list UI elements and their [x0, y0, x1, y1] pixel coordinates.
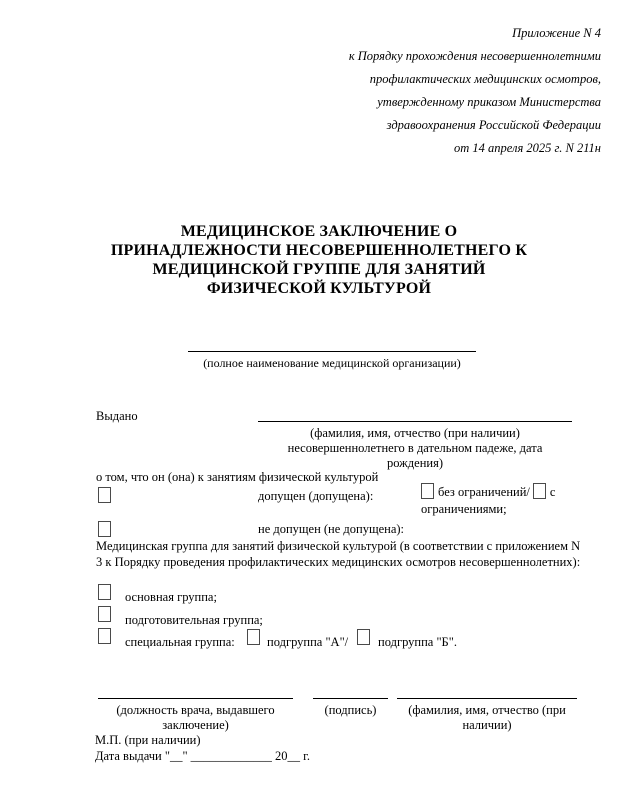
checkbox-special-group[interactable]: [98, 628, 111, 644]
doctor-name-field[interactable]: [397, 698, 577, 699]
appendix-note-line: профилактических медицинских осмотров,: [369, 72, 601, 86]
document-title-line: МЕДИЦИНСКОЙ ГРУППЕ ДЛЯ ЗАНЯТИЙ: [152, 261, 486, 278]
document-title-line: ФИЗИЧЕСКОЙ КУЛЬТУРОЙ: [206, 280, 432, 297]
with-limits-label: с ограничениями;: [421, 485, 556, 516]
preparatory-group-label: подготовительная группа;: [125, 613, 263, 627]
appendix-note-line: здравоохранения Российской Федерации: [386, 118, 601, 132]
issued-label: Выдано: [96, 409, 138, 423]
org-name-field[interactable]: [188, 338, 476, 352]
signature-field[interactable]: [313, 698, 388, 699]
checkbox-preparatory-group[interactable]: [98, 606, 111, 622]
doctor-position-field[interactable]: [98, 698, 293, 699]
checkbox-main-group[interactable]: [98, 584, 111, 600]
minor-name-field[interactable]: [258, 408, 572, 422]
special-group-label: специальная группа:: [125, 635, 235, 649]
appendix-note-line: к Порядку прохождения несовершеннолетними: [348, 49, 601, 63]
signature-caption: (подпись): [324, 703, 377, 717]
checkbox-allowed[interactable]: [98, 487, 111, 503]
appendix-note: [349, 22, 601, 160]
checkbox-subgroup-a[interactable]: [247, 629, 260, 645]
allowed-label: допущен (допущена):: [258, 489, 374, 503]
document-title-line: МЕДИЦИНСКОЕ ЗАКЛЮЧЕНИЕ О: [180, 223, 458, 240]
checkbox-not-allowed[interactable]: [98, 521, 111, 537]
doctor-position-caption: (должность врача, выдавшего заключение): [116, 703, 275, 732]
issue-date-line[interactable]: Дата выдачи "__" _____________ 20__ г.: [95, 749, 311, 763]
doctor-name-caption: (фамилия, имя, отчество (при наличии): [408, 703, 566, 732]
org-name-caption: (полное наименование медицинской организации): [203, 356, 461, 370]
appendix-note-line: Приложение N 4: [512, 26, 601, 40]
appendix-note-line: от 14 апреля 2025 г. N 211н: [454, 141, 601, 155]
limits-options: [421, 483, 581, 518]
checkbox-with-limits[interactable]: [533, 483, 546, 499]
stamp-note: М.П. (при наличии): [95, 733, 201, 747]
not-allowed-label: не допущен (не допущена):: [258, 522, 405, 536]
admission-intro: о том, что он (она) к занятиям физической культурой: [96, 470, 379, 484]
main-group-label: основная группа;: [125, 590, 217, 604]
checkbox-subgroup-b[interactable]: [357, 629, 370, 645]
appendix-note-line: утвержденному приказом Министерства: [377, 95, 601, 109]
minor-name-caption: (фамилия, имя, отчество (при наличии) несовершеннолетнего в дательном падеже, дата рождения): [287, 426, 543, 470]
subgroup-b-label: подгруппа "Б".: [378, 635, 457, 649]
subgroup-a-label: подгруппа "А"/: [267, 635, 349, 649]
checkbox-without-limits[interactable]: [421, 483, 434, 499]
document-title: [0, 222, 638, 298]
document-title-line: ПРИНАДЛЕЖНОСТИ НЕСОВЕРШЕННОЛЕТНЕГО К: [110, 242, 528, 259]
without-limits-label: без ограничений/: [438, 485, 530, 499]
medical-group-intro: Медицинская группа для занятий физической культурой (в соответствии с приложением N 3 к Порядку проведения профилактических медицинских осмотров несовершеннолетних):: [96, 539, 581, 569]
